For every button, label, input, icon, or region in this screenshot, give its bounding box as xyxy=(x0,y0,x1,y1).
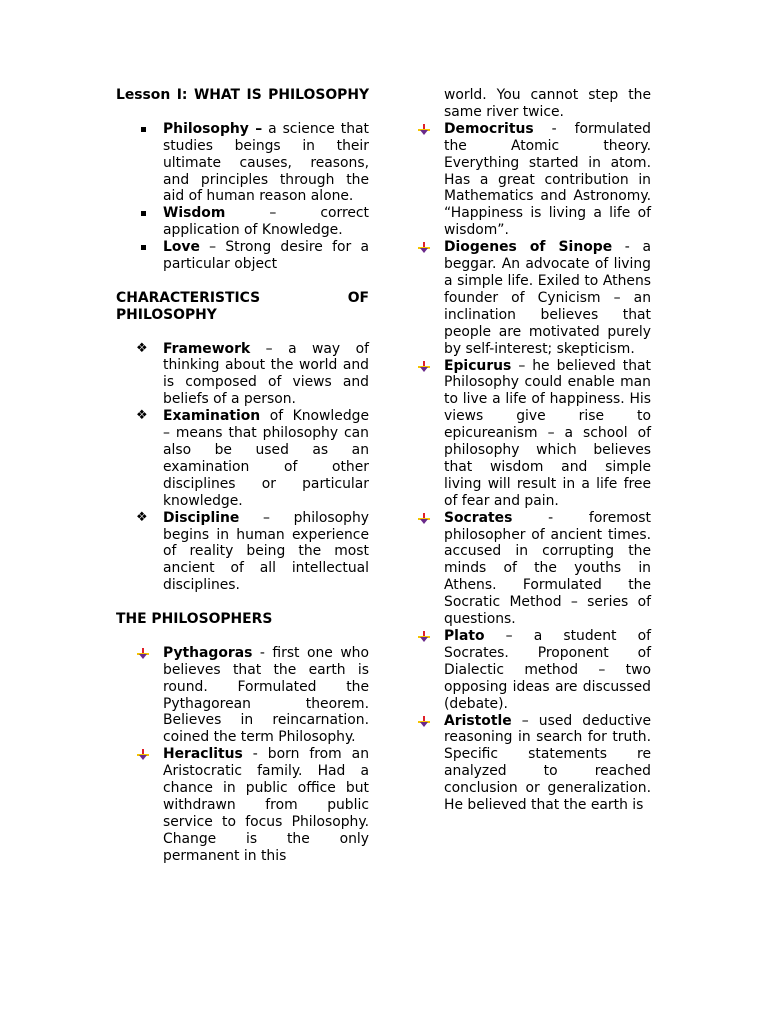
item-description: – a student of Socrates. Proponent of Dialectic method – two opposing ideas are discussed (debate). xyxy=(444,628,651,712)
item-description: - first one who believes that the earth is round. Formulated the Pythagorean theorem. Believes in reincarnation. coined the term Philosophy. xyxy=(163,644,369,746)
item-description: – a way of thinking about the world and is composed of views and beliefs of a person. xyxy=(163,340,369,408)
list-item xyxy=(136,509,369,595)
list-item xyxy=(444,358,651,510)
item-description: of Knowledge – means that philosophy can also be used as an examination of other disciplines or particular knowledge. xyxy=(163,408,369,509)
list-item xyxy=(136,408,369,509)
item-term: Love xyxy=(163,239,200,256)
list-item xyxy=(163,121,369,206)
characteristics-heading: CHARACTERISTICS OF PHILOSOPHY xyxy=(116,289,369,323)
four-diamond-bullet-icon: ❖ xyxy=(136,408,148,424)
arrow-bullet-icon xyxy=(418,713,432,730)
list-item xyxy=(444,239,651,357)
item-description: – correct application of Knowledge. xyxy=(163,205,369,239)
item-term: Aristotle xyxy=(444,712,512,729)
item-description: – philosophy begins in human experience of reality being the most ancient of all intellectual disciplines. xyxy=(163,509,369,594)
square-bullet-icon xyxy=(140,205,154,222)
list-item xyxy=(444,510,651,628)
item-term: Diogenes of Sinope xyxy=(444,239,613,256)
list-item xyxy=(163,746,369,864)
item-term: Socrates xyxy=(444,509,513,526)
arrow-bullet-icon xyxy=(137,645,151,662)
list-item xyxy=(163,205,369,239)
item-description: - foremost philosopher of ancient times. accused in corrupting the minds of the youths in Athens. Formulated the Socratic Method – series of questions. xyxy=(444,509,651,628)
item-term: Democritus xyxy=(444,120,534,137)
item-term: Framework xyxy=(163,340,251,357)
characteristics-list xyxy=(116,341,369,595)
arrow-bullet-icon xyxy=(418,510,432,527)
square-bullet-icon xyxy=(140,121,154,138)
left-column xyxy=(116,87,369,865)
heraclitus-continuation: world. You cannot step the same river twice. xyxy=(444,87,651,120)
item-description: a science that studies beings in their ultimate causes, reasons, and principles through the aid of human reason alone. xyxy=(163,120,369,205)
list-item xyxy=(136,340,369,409)
list-item xyxy=(163,645,369,746)
item-description: - born from an Aristocratic family. Had a chance in public office but withdrawn from public service to focus Philosophy. Change is the only permanent in this xyxy=(163,746,369,864)
list-item xyxy=(444,121,651,239)
right-column xyxy=(444,87,651,814)
item-term: Plato xyxy=(444,628,485,644)
list-item xyxy=(444,628,651,713)
four-diamond-bullet-icon: ❖ xyxy=(136,509,148,525)
arrow-bullet-icon xyxy=(418,358,432,375)
arrow-bullet-icon xyxy=(418,121,432,138)
item-description: – he believed that Philosophy could enable man to live a life of happiness. His views give rise to epicureanism – a school of philosophy which believes that wisdom and simple living will result in a life free of fear and pain. xyxy=(444,357,651,509)
item-term: Pythagoras xyxy=(163,644,253,661)
item-term: Heraclitus xyxy=(163,746,243,763)
item-term: Wisdom xyxy=(163,205,226,222)
item-description: – used deductive reasoning in search for truth. Specific statements re analyzed to reached conclusion or generalization. He believed that the earth is xyxy=(444,712,651,814)
item-term: Epicurus xyxy=(444,357,512,374)
philosophers-list-continued xyxy=(444,121,651,814)
item-term: Examination xyxy=(163,408,261,425)
philosophers-list xyxy=(116,645,369,865)
list-item xyxy=(163,239,369,273)
arrow-bullet-icon xyxy=(137,746,151,763)
four-diamond-bullet-icon: ❖ xyxy=(136,340,148,356)
item-description: – Strong desire for a particular object xyxy=(163,239,369,273)
item-term: Discipline xyxy=(163,509,240,526)
philosophers-heading: THE PHILOSOPHERS xyxy=(116,611,273,628)
lesson-heading: Lesson I: WHAT IS PHILOSOPHY xyxy=(116,87,369,103)
arrow-bullet-icon xyxy=(418,239,432,256)
square-bullet-icon xyxy=(140,239,154,256)
arrow-bullet-icon xyxy=(418,628,432,645)
list-item xyxy=(444,713,651,814)
definitions-list xyxy=(116,121,369,273)
item-description: - formulated the Atomic theory. Everything started in atom. Has a great contribution in Mathematics and Astronomy. “Happiness is living a life of wisdom”. xyxy=(444,120,651,239)
item-term: Philosophy – xyxy=(163,120,263,137)
item-description: - a beggar. An advocate of living a simple life. Exiled to Athens founder of Cynicism – an inclination believes that people are motivated purely by self-interest; skepticism. xyxy=(444,239,651,357)
